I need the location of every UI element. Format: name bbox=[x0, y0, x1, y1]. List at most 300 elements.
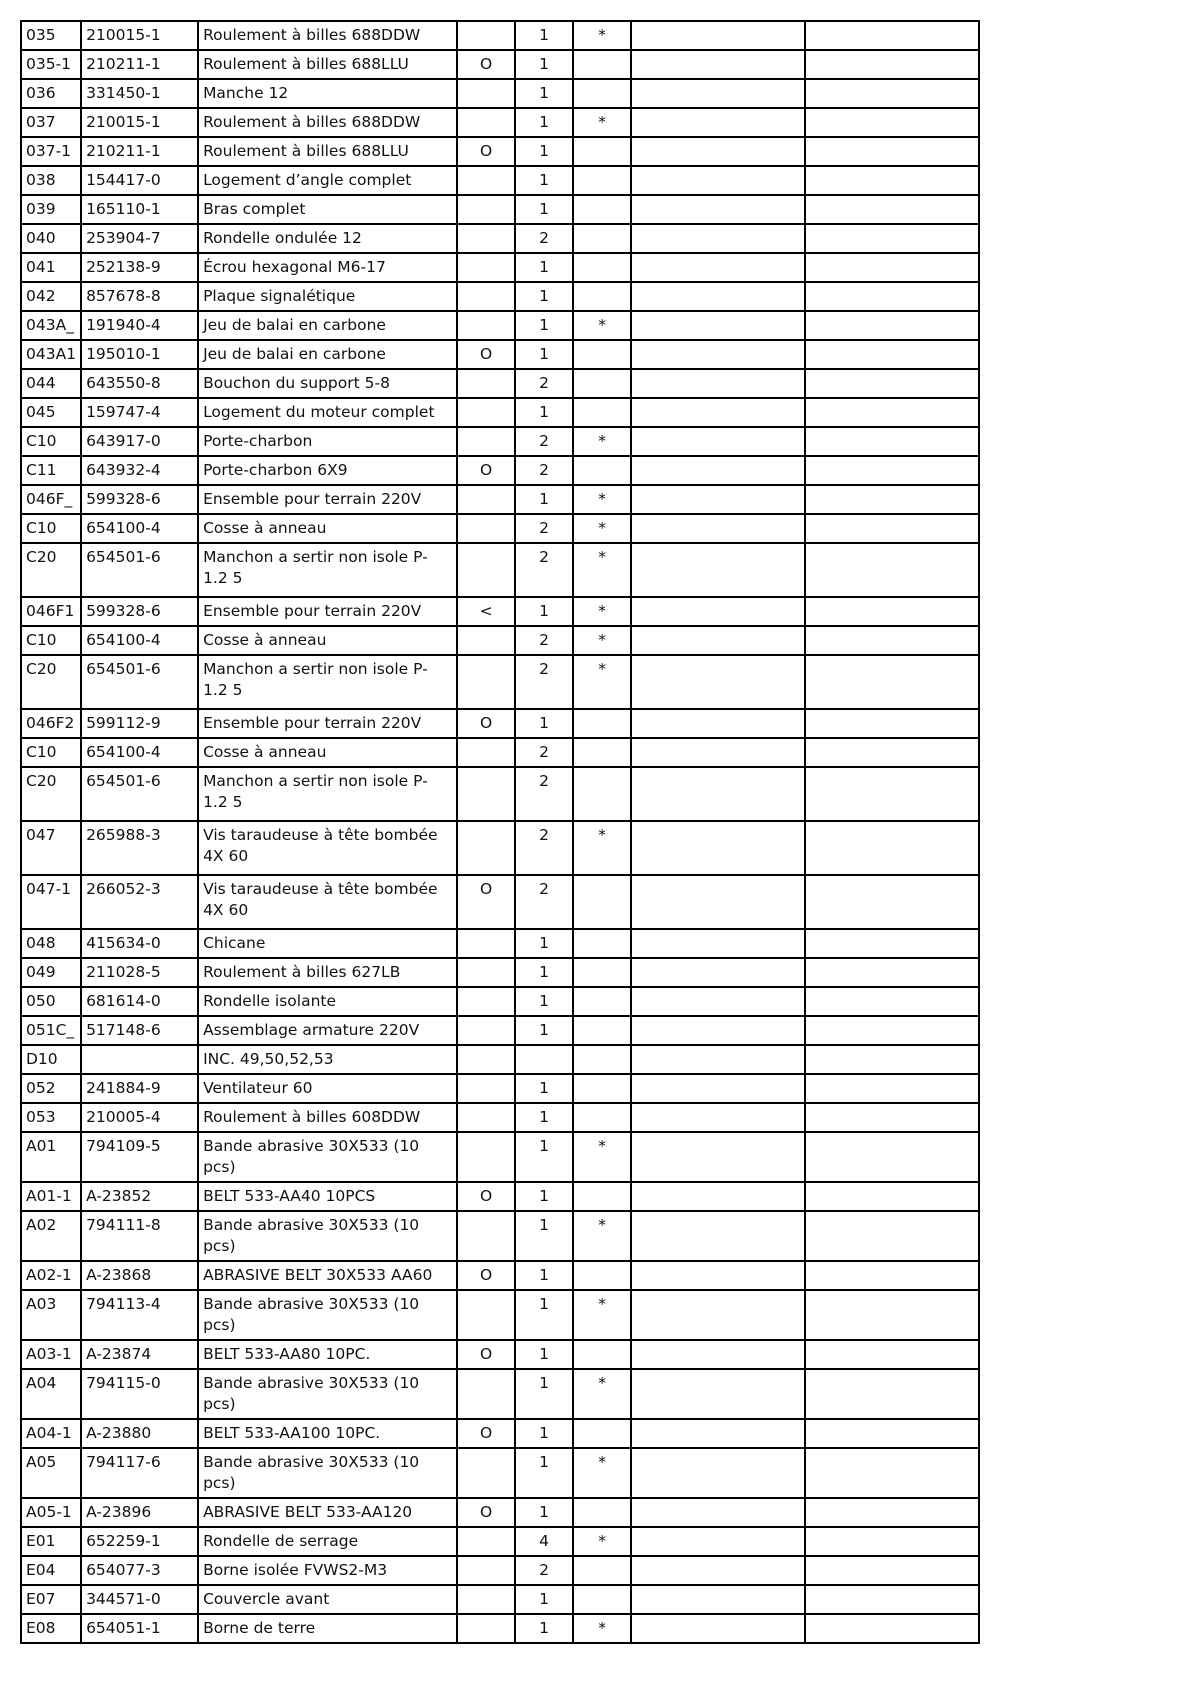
table-row bbox=[21, 709, 979, 738]
empty-cell bbox=[805, 1211, 979, 1261]
description-cell: Chicane bbox=[198, 929, 457, 958]
quantity-cell: 1 bbox=[515, 1132, 573, 1182]
option-cell bbox=[457, 21, 515, 50]
table-row bbox=[21, 137, 979, 166]
description-cell: Cosse à anneau bbox=[198, 738, 457, 767]
empty-cell bbox=[631, 108, 805, 137]
part-number-cell: 643550-8 bbox=[81, 369, 198, 398]
marker-cell: * bbox=[573, 1614, 631, 1643]
part-number-cell: 266052-3 bbox=[81, 875, 198, 929]
marker-cell: * bbox=[573, 1211, 631, 1261]
ref-cell: A03-1 bbox=[21, 1340, 81, 1369]
ref-cell: 037-1 bbox=[21, 137, 81, 166]
quantity-cell: 2 bbox=[515, 369, 573, 398]
quantity-cell: 2 bbox=[515, 875, 573, 929]
empty-cell bbox=[805, 108, 979, 137]
marker-cell bbox=[573, 738, 631, 767]
description-cell: Rondelle isolante bbox=[198, 987, 457, 1016]
quantity-cell: 2 bbox=[515, 626, 573, 655]
option-cell bbox=[457, 738, 515, 767]
part-number-cell: A-23880 bbox=[81, 1419, 198, 1448]
part-number-cell: 681614-0 bbox=[81, 987, 198, 1016]
marker-cell bbox=[573, 709, 631, 738]
option-cell: O bbox=[457, 456, 515, 485]
empty-cell bbox=[805, 166, 979, 195]
part-number-cell: 154417-0 bbox=[81, 166, 198, 195]
ref-cell: E04 bbox=[21, 1556, 81, 1585]
option-cell bbox=[457, 282, 515, 311]
ref-cell: C10 bbox=[21, 427, 81, 456]
table-row bbox=[21, 1045, 979, 1074]
table-row bbox=[21, 821, 979, 875]
empty-cell bbox=[631, 340, 805, 369]
option-cell: O bbox=[457, 1261, 515, 1290]
quantity-cell bbox=[515, 1045, 573, 1074]
part-number-cell: 599328-6 bbox=[81, 597, 198, 626]
table-row bbox=[21, 1448, 979, 1498]
option-cell bbox=[457, 1585, 515, 1614]
empty-cell bbox=[631, 1448, 805, 1498]
part-number-cell: 344571-0 bbox=[81, 1585, 198, 1614]
marker-cell bbox=[573, 987, 631, 1016]
quantity-cell: 1 bbox=[515, 1074, 573, 1103]
quantity-cell: 2 bbox=[515, 655, 573, 709]
quantity-cell: 2 bbox=[515, 456, 573, 485]
empty-cell bbox=[631, 1016, 805, 1045]
quantity-cell: 2 bbox=[515, 1556, 573, 1585]
empty-cell bbox=[805, 1585, 979, 1614]
option-cell bbox=[457, 1527, 515, 1556]
part-number-cell: 331450-1 bbox=[81, 79, 198, 108]
option-cell bbox=[457, 1045, 515, 1074]
quantity-cell: 1 bbox=[515, 1016, 573, 1045]
empty-cell bbox=[631, 427, 805, 456]
ref-cell: A05 bbox=[21, 1448, 81, 1498]
quantity-cell: 2 bbox=[515, 543, 573, 597]
empty-cell bbox=[631, 369, 805, 398]
empty-cell bbox=[631, 311, 805, 340]
description-cell: BELT 533-AA100 10PC. bbox=[198, 1419, 457, 1448]
marker-cell bbox=[573, 1556, 631, 1585]
description-cell: Logement du moteur complet bbox=[198, 398, 457, 427]
table-row bbox=[21, 427, 979, 456]
ref-cell: 043A1 bbox=[21, 340, 81, 369]
table-row bbox=[21, 21, 979, 50]
option-cell: O bbox=[457, 709, 515, 738]
table-row bbox=[21, 282, 979, 311]
empty-cell bbox=[631, 1369, 805, 1419]
part-number-cell: 654051-1 bbox=[81, 1614, 198, 1643]
part-number-cell: 165110-1 bbox=[81, 195, 198, 224]
option-cell bbox=[457, 767, 515, 821]
empty-cell bbox=[631, 1556, 805, 1585]
table-row bbox=[21, 369, 979, 398]
table-row bbox=[21, 253, 979, 282]
ref-cell: 036 bbox=[21, 79, 81, 108]
table-row bbox=[21, 79, 979, 108]
table-row bbox=[21, 340, 979, 369]
ref-cell: 035 bbox=[21, 21, 81, 50]
marker-cell bbox=[573, 1261, 631, 1290]
option-cell bbox=[457, 655, 515, 709]
empty-cell bbox=[805, 1556, 979, 1585]
table-row bbox=[21, 456, 979, 485]
part-number-cell: 191940-4 bbox=[81, 311, 198, 340]
option-cell bbox=[457, 1556, 515, 1585]
empty-cell bbox=[631, 1614, 805, 1643]
marker-cell bbox=[573, 79, 631, 108]
description-cell: Écrou hexagonal M6-17 bbox=[198, 253, 457, 282]
description-cell: BELT 533-AA80 10PC. bbox=[198, 1340, 457, 1369]
marker-cell bbox=[573, 456, 631, 485]
description-cell: Borne isolée FVWS2-M3 bbox=[198, 1556, 457, 1585]
empty-cell bbox=[805, 1132, 979, 1182]
ref-cell: 046F_ bbox=[21, 485, 81, 514]
ref-cell: C11 bbox=[21, 456, 81, 485]
description-cell: Vis taraudeuse à tête bombée 4X 60 bbox=[198, 821, 457, 875]
option-cell bbox=[457, 1211, 515, 1261]
marker-cell bbox=[573, 224, 631, 253]
quantity-cell: 2 bbox=[515, 427, 573, 456]
parts-table bbox=[20, 20, 980, 1644]
part-number-cell: 253904-7 bbox=[81, 224, 198, 253]
part-number-cell: 211028-5 bbox=[81, 958, 198, 987]
marker-cell bbox=[573, 929, 631, 958]
quantity-cell: 1 bbox=[515, 340, 573, 369]
option-cell bbox=[457, 485, 515, 514]
empty-cell bbox=[631, 1211, 805, 1261]
empty-cell bbox=[631, 875, 805, 929]
description-cell: Bande abrasive 30X533 (10 pcs) bbox=[198, 1132, 457, 1182]
part-number-cell: 654077-3 bbox=[81, 1556, 198, 1585]
option-cell bbox=[457, 369, 515, 398]
description-cell: ABRASIVE BELT 533-AA120 bbox=[198, 1498, 457, 1527]
table-row bbox=[21, 655, 979, 709]
table-row bbox=[21, 626, 979, 655]
description-cell: Roulement à billes 688DDW bbox=[198, 21, 457, 50]
empty-cell bbox=[631, 485, 805, 514]
empty-cell bbox=[805, 1527, 979, 1556]
empty-cell bbox=[631, 709, 805, 738]
table-row bbox=[21, 108, 979, 137]
part-number-cell: 857678-8 bbox=[81, 282, 198, 311]
ref-cell: 048 bbox=[21, 929, 81, 958]
description-cell: Bande abrasive 30X533 (10 pcs) bbox=[198, 1369, 457, 1419]
quantity-cell: 1 bbox=[515, 1290, 573, 1340]
description-cell: Roulement à billes 688LLU bbox=[198, 50, 457, 79]
empty-cell bbox=[805, 875, 979, 929]
empty-cell bbox=[631, 1498, 805, 1527]
ref-cell: C10 bbox=[21, 626, 81, 655]
empty-cell bbox=[631, 1261, 805, 1290]
description-cell: Manchon a sertir non isole P-1.2 5 bbox=[198, 767, 457, 821]
option-cell bbox=[457, 1448, 515, 1498]
ref-cell: 049 bbox=[21, 958, 81, 987]
empty-cell bbox=[805, 929, 979, 958]
empty-cell bbox=[805, 1614, 979, 1643]
description-cell: Assemblage armature 220V bbox=[198, 1016, 457, 1045]
empty-cell bbox=[805, 137, 979, 166]
description-cell: Porte-charbon bbox=[198, 427, 457, 456]
empty-cell bbox=[631, 1340, 805, 1369]
marker-cell: * bbox=[573, 543, 631, 597]
empty-cell bbox=[805, 597, 979, 626]
empty-cell bbox=[805, 987, 979, 1016]
part-number-cell: 195010-1 bbox=[81, 340, 198, 369]
part-number-cell: 159747-4 bbox=[81, 398, 198, 427]
option-cell bbox=[457, 311, 515, 340]
marker-cell: * bbox=[573, 1290, 631, 1340]
empty-cell bbox=[805, 655, 979, 709]
empty-cell bbox=[631, 1045, 805, 1074]
marker-cell: * bbox=[573, 485, 631, 514]
empty-cell bbox=[805, 282, 979, 311]
empty-cell bbox=[631, 50, 805, 79]
quantity-cell: 1 bbox=[515, 1211, 573, 1261]
description-cell: Ensemble pour terrain 220V bbox=[198, 485, 457, 514]
empty-cell bbox=[805, 514, 979, 543]
empty-cell bbox=[631, 137, 805, 166]
marker-cell bbox=[573, 958, 631, 987]
empty-cell bbox=[805, 1448, 979, 1498]
ref-cell: A03 bbox=[21, 1290, 81, 1340]
empty-cell bbox=[631, 253, 805, 282]
empty-cell bbox=[805, 369, 979, 398]
quantity-cell: 1 bbox=[515, 1419, 573, 1448]
empty-cell bbox=[631, 821, 805, 875]
empty-cell bbox=[631, 929, 805, 958]
description-cell: Roulement à billes 608DDW bbox=[198, 1103, 457, 1132]
marker-cell: * bbox=[573, 821, 631, 875]
marker-cell: * bbox=[573, 21, 631, 50]
empty-cell bbox=[805, 1340, 979, 1369]
ref-cell: E08 bbox=[21, 1614, 81, 1643]
empty-cell bbox=[631, 514, 805, 543]
quantity-cell: 1 bbox=[515, 1614, 573, 1643]
option-cell bbox=[457, 1016, 515, 1045]
ref-cell: 046F1 bbox=[21, 597, 81, 626]
quantity-cell: 1 bbox=[515, 597, 573, 626]
empty-cell bbox=[805, 485, 979, 514]
part-number-cell: 210005-4 bbox=[81, 1103, 198, 1132]
empty-cell bbox=[805, 1016, 979, 1045]
option-cell bbox=[457, 543, 515, 597]
ref-cell: 044 bbox=[21, 369, 81, 398]
ref-cell: 047 bbox=[21, 821, 81, 875]
table-row bbox=[21, 1614, 979, 1643]
empty-cell bbox=[805, 427, 979, 456]
description-cell: Rondelle de serrage bbox=[198, 1527, 457, 1556]
table-row bbox=[21, 767, 979, 821]
table-row bbox=[21, 166, 979, 195]
quantity-cell: 1 bbox=[515, 1182, 573, 1211]
empty-cell bbox=[805, 1103, 979, 1132]
empty-cell bbox=[631, 958, 805, 987]
quantity-cell: 1 bbox=[515, 1103, 573, 1132]
part-number-cell: 652259-1 bbox=[81, 1527, 198, 1556]
marker-cell bbox=[573, 253, 631, 282]
ref-cell: C20 bbox=[21, 543, 81, 597]
description-cell: Roulement à billes 627LB bbox=[198, 958, 457, 987]
part-number-cell: A-23874 bbox=[81, 1340, 198, 1369]
option-cell bbox=[457, 166, 515, 195]
empty-cell bbox=[805, 195, 979, 224]
empty-cell bbox=[805, 709, 979, 738]
empty-cell bbox=[805, 1290, 979, 1340]
ref-cell: 035-1 bbox=[21, 50, 81, 79]
option-cell bbox=[457, 1074, 515, 1103]
ref-cell: C20 bbox=[21, 767, 81, 821]
marker-cell: * bbox=[573, 1448, 631, 1498]
table-row bbox=[21, 1103, 979, 1132]
description-cell: Manchon a sertir non isole P-1.2 5 bbox=[198, 543, 457, 597]
ref-cell: A05-1 bbox=[21, 1498, 81, 1527]
part-number-cell: 794113-4 bbox=[81, 1290, 198, 1340]
option-cell: O bbox=[457, 1498, 515, 1527]
ref-cell: A01 bbox=[21, 1132, 81, 1182]
option-cell bbox=[457, 1132, 515, 1182]
part-number-cell: 654100-4 bbox=[81, 514, 198, 543]
table-row bbox=[21, 311, 979, 340]
part-number-cell: 794115-0 bbox=[81, 1369, 198, 1419]
part-number-cell: 210015-1 bbox=[81, 108, 198, 137]
marker-cell bbox=[573, 137, 631, 166]
empty-cell bbox=[631, 597, 805, 626]
quantity-cell: 1 bbox=[515, 987, 573, 1016]
quantity-cell: 1 bbox=[515, 1261, 573, 1290]
ref-cell: C20 bbox=[21, 655, 81, 709]
empty-cell bbox=[805, 821, 979, 875]
ref-cell: A01-1 bbox=[21, 1182, 81, 1211]
ref-cell: C10 bbox=[21, 514, 81, 543]
part-number-cell: 210015-1 bbox=[81, 21, 198, 50]
marker-cell bbox=[573, 1016, 631, 1045]
part-number-cell: 643917-0 bbox=[81, 427, 198, 456]
description-cell: Bouchon du support 5-8 bbox=[198, 369, 457, 398]
quantity-cell: 2 bbox=[515, 767, 573, 821]
empty-cell bbox=[805, 958, 979, 987]
marker-cell bbox=[573, 1498, 631, 1527]
quantity-cell: 1 bbox=[515, 137, 573, 166]
quantity-cell: 1 bbox=[515, 21, 573, 50]
table-row bbox=[21, 987, 979, 1016]
table-row bbox=[21, 597, 979, 626]
description-cell: Bande abrasive 30X533 (10 pcs) bbox=[198, 1211, 457, 1261]
marker-cell bbox=[573, 282, 631, 311]
empty-cell bbox=[631, 195, 805, 224]
description-cell: Bande abrasive 30X533 (10 pcs) bbox=[198, 1448, 457, 1498]
option-cell bbox=[457, 108, 515, 137]
part-number-cell: 654100-4 bbox=[81, 626, 198, 655]
empty-cell bbox=[805, 224, 979, 253]
description-cell: Roulement à billes 688DDW bbox=[198, 108, 457, 137]
ref-cell: E07 bbox=[21, 1585, 81, 1614]
table-row bbox=[21, 398, 979, 427]
quantity-cell: 1 bbox=[515, 282, 573, 311]
table-row bbox=[21, 738, 979, 767]
quantity-cell: 1 bbox=[515, 485, 573, 514]
table-row bbox=[21, 1261, 979, 1290]
part-number-cell: 210211-1 bbox=[81, 137, 198, 166]
part-number-cell: 517148-6 bbox=[81, 1016, 198, 1045]
marker-cell: * bbox=[573, 597, 631, 626]
part-number-cell: 794109-5 bbox=[81, 1132, 198, 1182]
option-cell: O bbox=[457, 875, 515, 929]
description-cell: Ensemble pour terrain 220V bbox=[198, 597, 457, 626]
option-cell bbox=[457, 626, 515, 655]
empty-cell bbox=[631, 1074, 805, 1103]
empty-cell bbox=[805, 1498, 979, 1527]
quantity-cell: 1 bbox=[515, 50, 573, 79]
description-cell: Cosse à anneau bbox=[198, 626, 457, 655]
part-number-cell: A-23852 bbox=[81, 1182, 198, 1211]
ref-cell: 051C_ bbox=[21, 1016, 81, 1045]
marker-cell: * bbox=[573, 655, 631, 709]
description-cell: INC. 49,50,52,53 bbox=[198, 1045, 457, 1074]
description-cell: Jeu de balai en carbone bbox=[198, 311, 457, 340]
empty-cell bbox=[805, 398, 979, 427]
option-cell: < bbox=[457, 597, 515, 626]
table-row bbox=[21, 485, 979, 514]
table-row bbox=[21, 543, 979, 597]
quantity-cell: 1 bbox=[515, 1369, 573, 1419]
empty-cell bbox=[631, 767, 805, 821]
table-row bbox=[21, 1016, 979, 1045]
part-number-cell: 265988-3 bbox=[81, 821, 198, 875]
marker-cell bbox=[573, 166, 631, 195]
option-cell bbox=[457, 427, 515, 456]
description-cell: Porte-charbon 6X9 bbox=[198, 456, 457, 485]
option-cell: O bbox=[457, 1182, 515, 1211]
ref-cell: 046F2 bbox=[21, 709, 81, 738]
option-cell bbox=[457, 821, 515, 875]
description-cell: Borne de terre bbox=[198, 1614, 457, 1643]
marker-cell bbox=[573, 1585, 631, 1614]
empty-cell bbox=[805, 21, 979, 50]
quantity-cell: 4 bbox=[515, 1527, 573, 1556]
quantity-cell: 2 bbox=[515, 738, 573, 767]
marker-cell bbox=[573, 1182, 631, 1211]
option-cell bbox=[457, 514, 515, 543]
description-cell: Couvercle avant bbox=[198, 1585, 457, 1614]
ref-cell: 037 bbox=[21, 108, 81, 137]
part-number-cell: 415634-0 bbox=[81, 929, 198, 958]
marker-cell bbox=[573, 1340, 631, 1369]
quantity-cell: 1 bbox=[515, 1498, 573, 1527]
empty-cell bbox=[805, 79, 979, 108]
empty-cell bbox=[631, 224, 805, 253]
quantity-cell: 1 bbox=[515, 166, 573, 195]
table-row bbox=[21, 1211, 979, 1261]
option-cell bbox=[457, 79, 515, 108]
option-cell: O bbox=[457, 50, 515, 79]
ref-cell: A02-1 bbox=[21, 1261, 81, 1290]
table-row bbox=[21, 1182, 979, 1211]
quantity-cell: 1 bbox=[515, 79, 573, 108]
description-cell: Rondelle ondulée 12 bbox=[198, 224, 457, 253]
marker-cell bbox=[573, 875, 631, 929]
marker-cell bbox=[573, 398, 631, 427]
empty-cell bbox=[631, 166, 805, 195]
empty-cell bbox=[631, 282, 805, 311]
part-number-cell: 654501-6 bbox=[81, 767, 198, 821]
ref-cell: 050 bbox=[21, 987, 81, 1016]
ref-cell: E01 bbox=[21, 1527, 81, 1556]
ref-cell: 039 bbox=[21, 195, 81, 224]
ref-cell: C10 bbox=[21, 738, 81, 767]
quantity-cell: 1 bbox=[515, 398, 573, 427]
quantity-cell: 1 bbox=[515, 1585, 573, 1614]
